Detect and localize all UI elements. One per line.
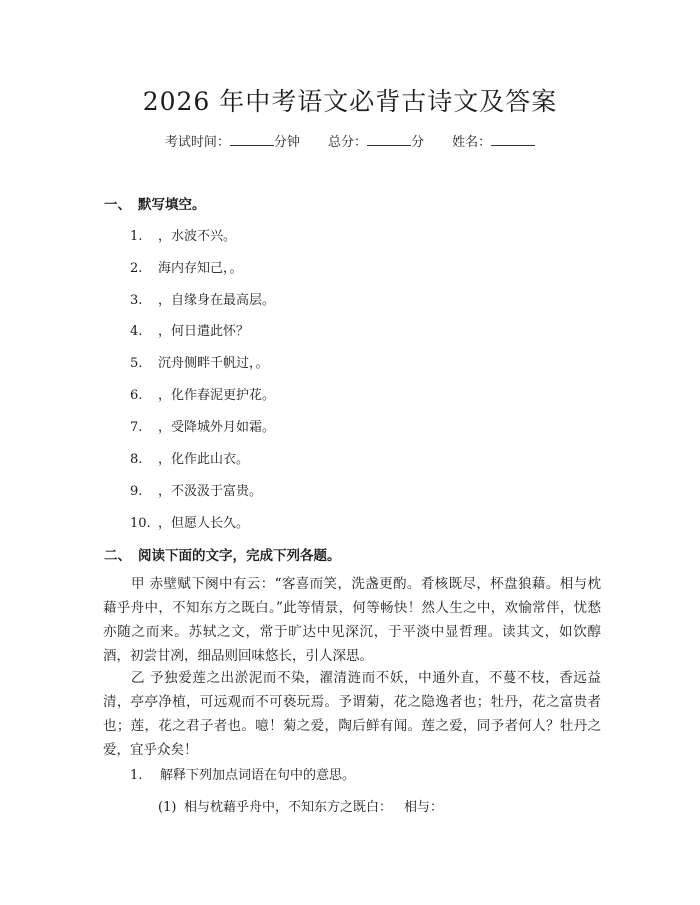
fill-item-number: 8. <box>130 452 143 467</box>
fill-item-number: 1. <box>130 229 143 244</box>
fill-item <box>130 289 275 308</box>
fill-item-text: 海内存知己，。 <box>158 261 243 276</box>
fill-item-number: 9. <box>130 484 143 499</box>
question-1-sub-1 <box>158 796 443 815</box>
fill-item <box>130 257 243 276</box>
fill-item <box>130 448 249 467</box>
exam-time-blank <box>230 133 274 146</box>
section-1-heading <box>104 193 206 213</box>
sub-question-text: 相与枕藉乎舟中，不知东方之既白： <box>184 800 393 815</box>
name-blank <box>491 133 535 146</box>
exam-info-line <box>0 131 700 150</box>
section-2-heading <box>104 544 341 564</box>
fill-item-text: ，水波不兴。 <box>158 229 237 244</box>
sub-question-answer-label: 相与： <box>404 800 444 815</box>
fill-item-number: 4. <box>130 324 143 339</box>
fill-item <box>130 480 262 499</box>
fill-item <box>130 320 249 339</box>
total-score-unit: 分 <box>411 135 425 150</box>
total-score-label: 总分： <box>327 135 367 150</box>
exam-time-unit: 分钟 <box>273 135 300 150</box>
page-title: 2026 年中考语文必背古诗文及答案 <box>142 87 558 116</box>
passage-b: 乙 予独爱莲之出淤泥而不染，濯清涟而不妖，中通外直，不蔓不枝，香远益清，亭亭净植，可远观而不可亵玩焉。予谓菊，花之隐逸者也；牡丹，花之富贵者也；莲，花之君子者也。噫！菊之爱，陶后鲜有闻。莲之爱，同予者何人？牡丹之爱，宜乎众矣！ <box>103 670 601 758</box>
section-1-number: 一、 <box>104 197 131 213</box>
fill-item-number: 3. <box>130 293 143 308</box>
fill-item <box>130 352 269 371</box>
section-1-title: 默写填空。 <box>138 197 206 213</box>
exam-time-field <box>165 131 300 150</box>
sub-question-number: (1) <box>158 800 177 815</box>
question-1-number: 1. <box>130 768 143 783</box>
section-2-title: 阅读下面的文字，完成下列各题。 <box>138 548 341 564</box>
name-label: 姓名： <box>452 135 492 150</box>
fill-item-text: ，但愿人长久。 <box>158 516 250 531</box>
fill-item-text: ，自缘身在最高层。 <box>158 293 276 308</box>
passage-a: 甲 赤壁赋下阕中有云：“客喜而笑，洗盏更酌。肴核既尽，杯盘狼藉。相与枕藉乎舟中，不知东方之既白。”此等情景，何等畅快！然人生之中，欢愉常伴，忧愁亦随之而来。苏轼之文，常于旷达中见深沉，于平淡中显哲理。读其文，如饮醇酒，初尝甘冽，细品则回味悠长，引人深思。 <box>103 576 601 664</box>
fill-item-text: ，化作此山衣。 <box>158 452 250 467</box>
fill-item <box>130 225 236 244</box>
question-1 <box>130 764 355 783</box>
fill-item-text: ，何日遣此怀？ <box>158 324 250 339</box>
fill-item-number: 2. <box>130 261 143 276</box>
fill-item-number: 5. <box>130 356 143 371</box>
fill-item-text: ，化作春泥更护花。 <box>158 388 276 403</box>
fill-item-number: 7. <box>130 420 143 435</box>
name-field <box>452 131 535 150</box>
total-score-blank <box>367 133 411 146</box>
fill-item-text: 沉舟侧畔千帆过，。 <box>158 356 269 371</box>
fill-item-text: ，不汲汲于富贵。 <box>158 484 263 499</box>
fill-item <box>130 512 249 531</box>
fill-item-text: ，受降城外月如霜。 <box>158 420 276 435</box>
total-score-field <box>328 131 424 150</box>
question-1-text: 解释下列加点词语在句中的意思。 <box>160 768 356 783</box>
fill-item <box>130 384 275 403</box>
section-2-number: 二、 <box>104 548 131 564</box>
exam-time-label: 考试时间： <box>164 135 230 150</box>
fill-item-number: 6. <box>130 388 143 403</box>
fill-item-number: 10. <box>130 516 151 531</box>
fill-item <box>130 416 275 435</box>
